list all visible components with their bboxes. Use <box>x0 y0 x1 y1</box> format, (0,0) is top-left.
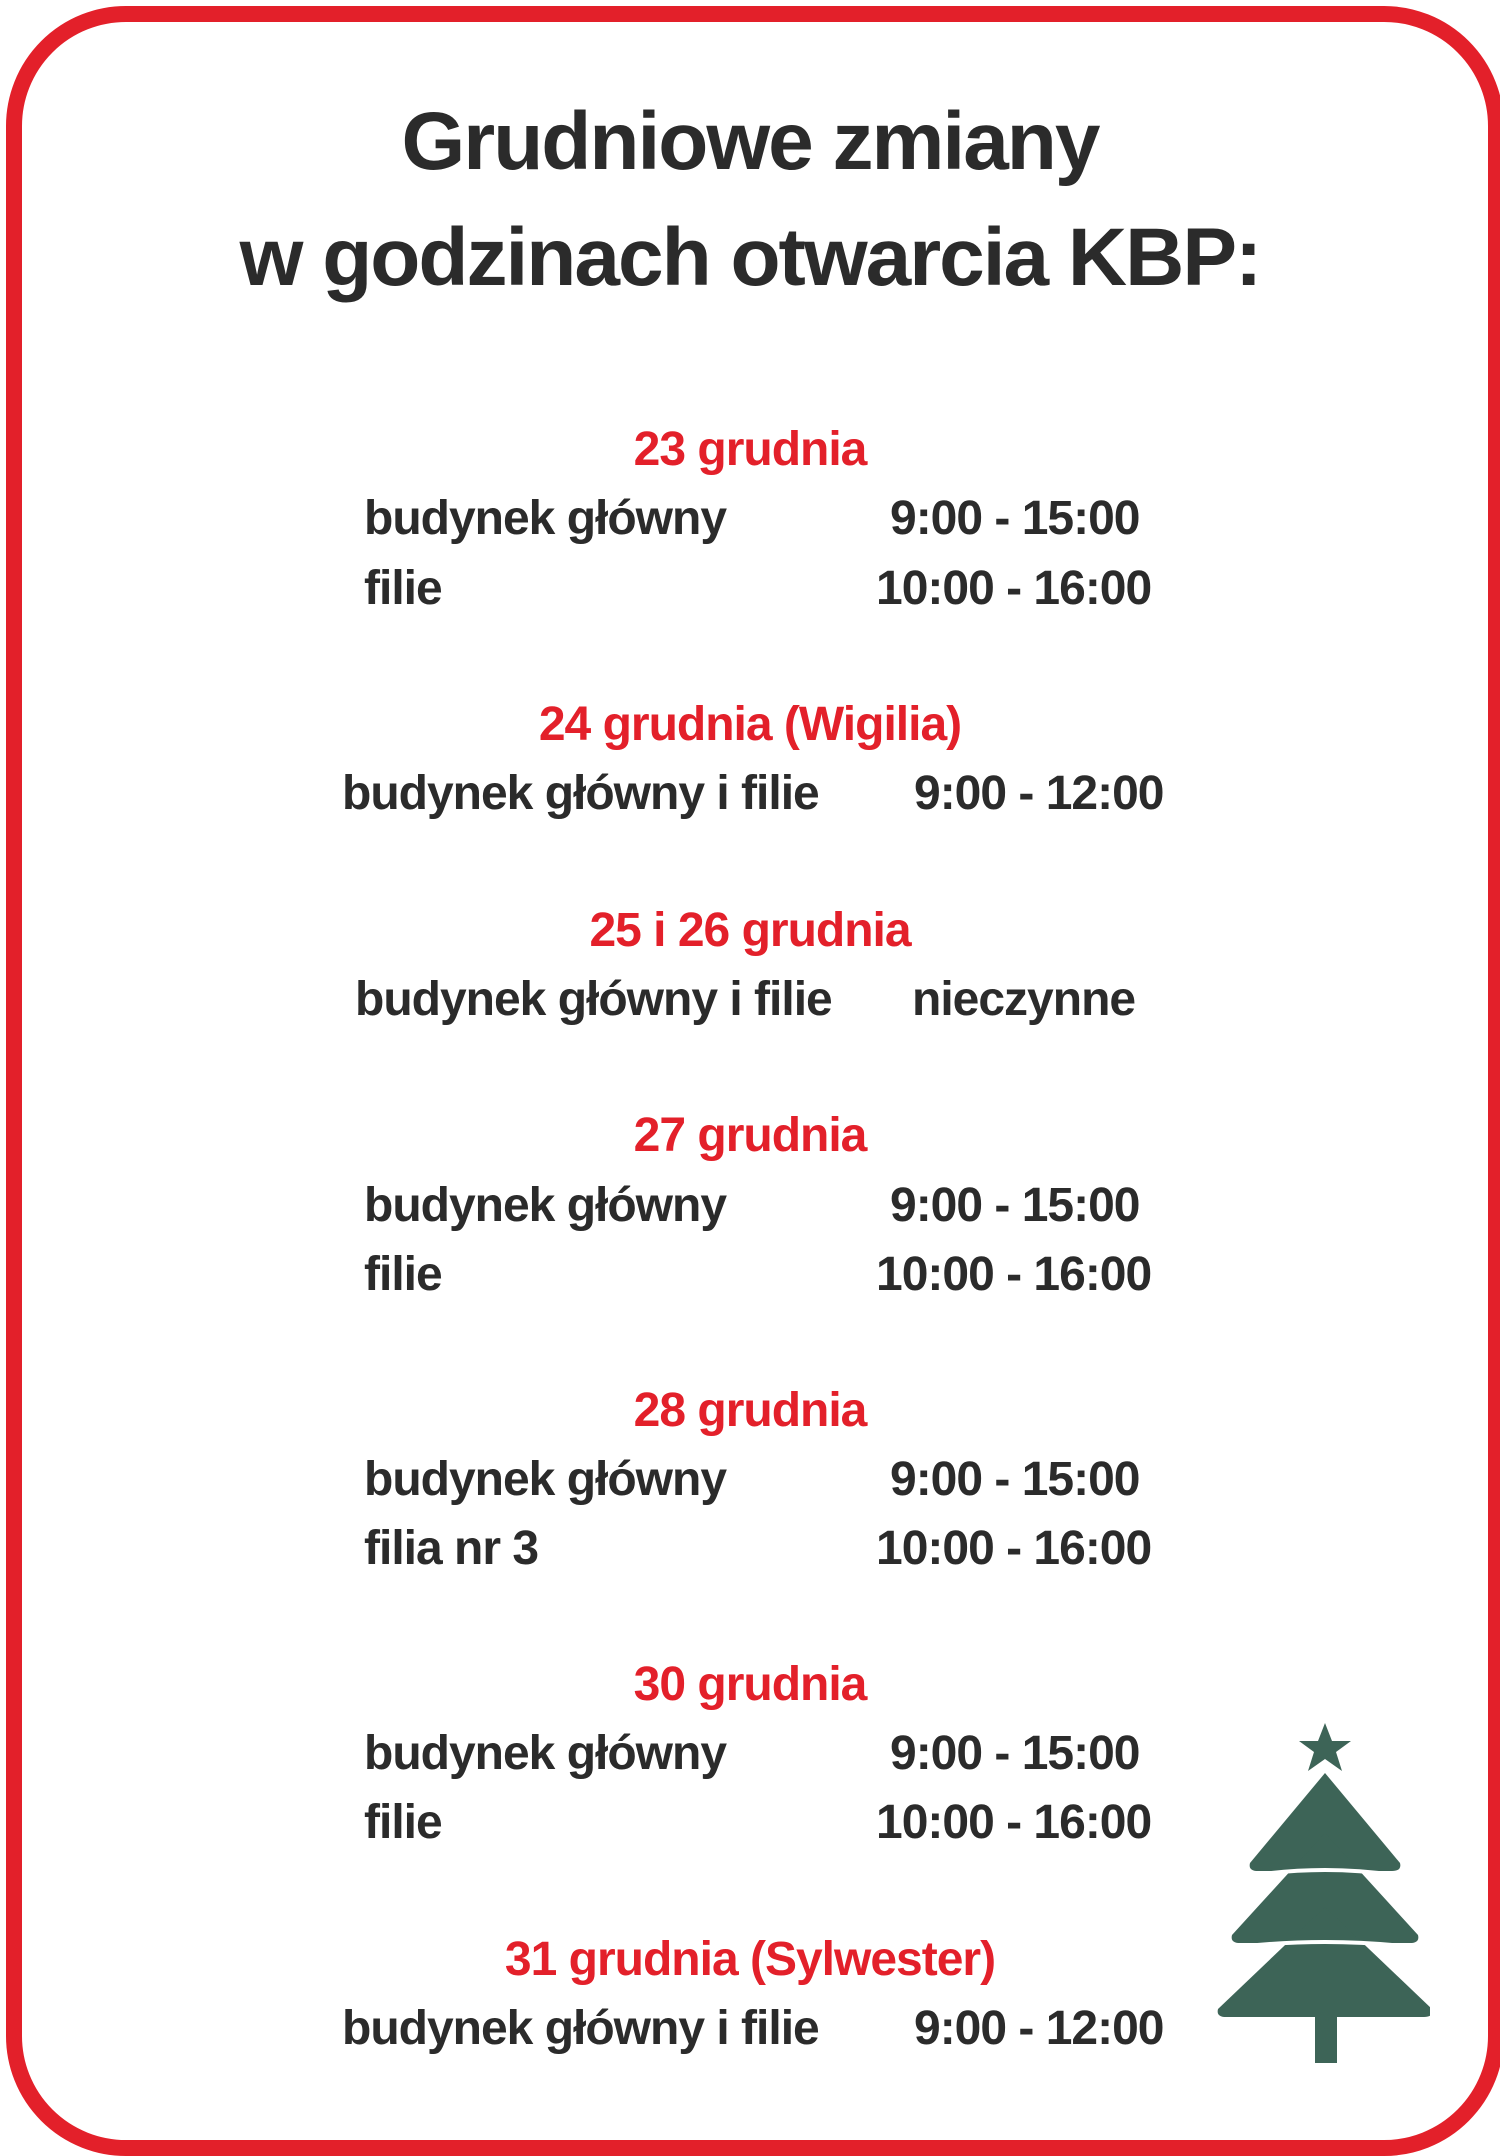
hours-value: 10:00 - 16:00 <box>876 1796 1152 1849</box>
location-label: budynek główny i filie <box>355 973 832 1026</box>
hours-value: 10:00 - 16:00 <box>876 1522 1152 1575</box>
hours-value: 10:00 - 16:00 <box>876 1248 1152 1301</box>
location-label: budynek główny <box>364 1179 727 1232</box>
section-heading: 25 i 26 grudnia <box>589 904 911 957</box>
section-heading: 31 grudnia (Sylwester) <box>504 1933 996 1986</box>
hours-value: nieczynne <box>912 973 1136 1026</box>
hours-value: 9:00 - 15:00 <box>890 1727 1140 1780</box>
christmas-tree-icon <box>1210 1715 1430 2065</box>
location-label: filie <box>364 1248 442 1301</box>
page-title <box>0 84 1500 316</box>
hours-value: 9:00 - 15:00 <box>890 1453 1140 1506</box>
section-heading: 27 grudnia <box>633 1109 867 1162</box>
section-heading: 23 grudnia <box>633 423 867 476</box>
location-label: budynek główny i filie <box>342 767 819 820</box>
location-label: filia nr 3 <box>364 1522 539 1575</box>
hours-value: 9:00 - 12:00 <box>914 2002 1164 2055</box>
hours-value: 10:00 - 16:00 <box>876 562 1152 615</box>
hours-value: 9:00 - 15:00 <box>890 1179 1140 1232</box>
page-title-line-2: w godzinach otwarcia KBP: <box>239 212 1261 303</box>
section-heading: 28 grudnia <box>633 1384 867 1437</box>
section-heading: 30 grudnia <box>633 1658 867 1711</box>
location-label: filie <box>364 562 442 615</box>
location-label: budynek główny i filie <box>342 2002 819 2055</box>
hours-value: 9:00 - 12:00 <box>914 767 1164 820</box>
page-title-line-1: Grudniowe zmiany <box>401 96 1099 187</box>
location-label: budynek główny <box>364 1727 727 1780</box>
location-label: budynek główny <box>364 1453 727 1506</box>
location-label: budynek główny <box>364 492 727 545</box>
location-label: filie <box>364 1796 442 1849</box>
hours-value: 9:00 - 15:00 <box>890 492 1140 545</box>
section-heading: 24 grudnia (Wigilia) <box>538 698 962 751</box>
